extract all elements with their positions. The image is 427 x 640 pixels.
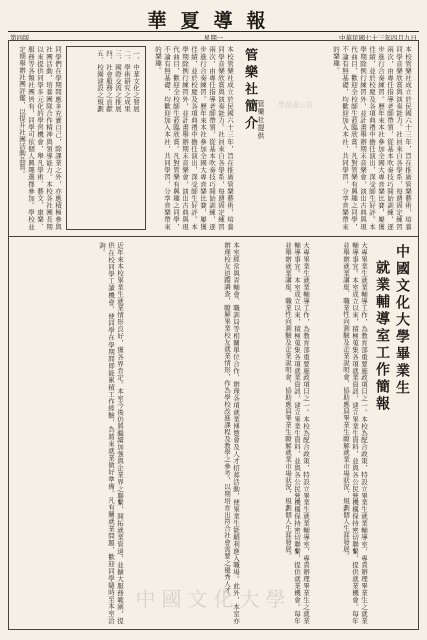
career-article-part1: 大專畢業生就業輔導工作，為教育部重要施政項目之一。本校為配合政策，特設立畢業生就業輔導室，專責辦理畢業生之就業輔導事宜。本室成立以來，積極蒐集各項就業資訊，建立畢業生資料，並與各公民營機構保持密切聯繫，提供就業機會。每年並舉辦就業講座、職業性向測驗及企業說明會，協助應屆畢業生瞭解就業市場狀況，規劃個人生涯發展。: [284, 242, 310, 624]
page-number: 第四版: [10, 34, 30, 42]
page-header: [8, 6, 419, 42]
masthead: 華夏導報: [147, 10, 280, 32]
club-intro-text-right: 本校管樂社成立於民國六十三年，旨在推廣管樂藝術，培養同學音樂欣賞與演奏能力。社員來自各學系，每週固定練習兩次，由專任指導老師帶領，從基本吹奏技巧開始訓練，逐步進行合奏練習。歷年來本社參加全國大專音樂比賽，屢獲佳績，並於校慶及各項典禮中擔任演出，深受師生好評。本學期除例行練習外，並計畫舉辦期末音樂會，演出古典與現代曲目，歡迎全校師生蒞臨欣賞。凡對管樂有興趣之同學，不論有無基礎，均歡迎加入本社，共同學習，分享音樂帶來的樂趣。: [332, 46, 412, 230]
club-intro-byline: 管樂社提供: [257, 100, 265, 140]
issue-date: 中華民國七十三年四月九日: [339, 34, 417, 42]
faint-heading: 學務處公告: [278, 101, 313, 109]
career-article-part2: 本室經常與青輔會、職訓局等相關單位合作，辦理各項就業博覽會及人才招募活動，使畢業生能順利進入職場。此外，本室亦辦理校友追蹤調查，瞭解畢業校友就業情形，作為學校改進課程及教學之參考，以期培育出符合社會需要之優秀人才。: [223, 242, 240, 624]
career-office-title-2: 就業輔導室工作簡報: [374, 260, 390, 413]
section-divider: [8, 236, 419, 237]
career-article-part1-cont: 大專畢業生就業輔導工作，為教育部重要施政項目之一。本校為配合政策，特設立畢業生就業輔導室，專責辦理畢業生之就業輔導事宜。本室成立以來，積極蒐集各項就業資訊，建立畢業生資料，並與各公民營機構保持密切聯繫，提供就業機會。每年並舉辦就業講座、職業性向測驗及企業說明會，協助應屆畢業生瞭解就業市場狀況，規劃個人生涯發展。: [342, 242, 368, 624]
career-article-part3: 近年來本校畢業生就業情形良好，獲各界肯定。本室今後仍將繼續加強與企業界之聯繫，開拓就業管道，並擴大服務範圍，提供在校同學工讀機會，使同學在學期間即能累積工作經驗，為將來就業做好準備。凡有關就業問題，歡迎同學隨時至本室洽詢。: [98, 242, 124, 624]
notice-list: 一、中華文化之發展 二、學術研究之成果 三、國際交流之推展 四、社會服務之貢獻 五、校園建設之規劃: [96, 50, 140, 113]
watermark: 中國文化大學: [135, 587, 292, 611]
club-intro-text-left: 本校管樂社成立於民國六十三年，旨在推廣管樂藝術，培養同學音樂欣賞與演奏能力。社員來自各學系，每週固定練習兩次，由專任指導老師帶領，從基本吹奏技巧開始訓練，逐步進行合奏練習。歷年來本社參加全國大專音樂比賽，屢獲佳績，並於校慶及各項典禮中擔任演出，深受師生好評。本學期除例行練習外，並計畫舉辦期末音樂會，演出古典與現代曲目，歡迎全校師生蒞臨欣賞。凡對管樂有興趣之同學，不論有無基礎，均歡迎加入本社，共同學習，分享音樂帶來的樂趣。: [154, 46, 234, 230]
left-column-text: 同學們在學期間應多充實自己，除課業之外，亦應積極參與社團活動，培養團隊合作精神與領導能力。本校各社團長期以來提供同學多元化的學習機會，舉凡學術、藝文、康樂、服務等各類社團皆有，同學可依個人興趣選擇參加。學校並定期舉辦社團評鑑，以提升社團活動品質。: [18, 46, 62, 230]
header-rule: [8, 31, 419, 32]
weekday: 星期一: [203, 34, 224, 42]
career-office-title-1: 中國文化大學畢業生: [394, 244, 410, 397]
page-body: [8, 40, 419, 630]
club-intro-title: 管樂社簡介: [242, 48, 257, 133]
